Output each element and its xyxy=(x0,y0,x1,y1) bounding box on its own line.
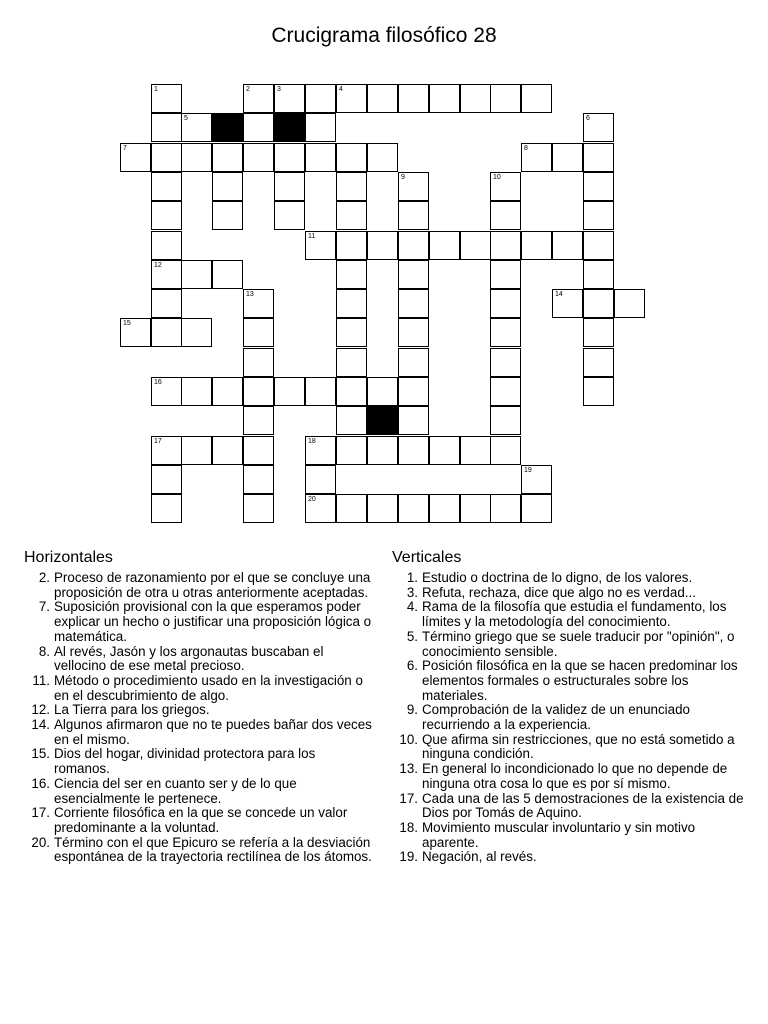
grid-cell[interactable] xyxy=(305,377,336,406)
grid-cell[interactable] xyxy=(336,289,367,318)
grid-cell[interactable] xyxy=(181,113,212,142)
grid-cell[interactable] xyxy=(151,143,182,172)
clue-item xyxy=(392,733,744,762)
clue-number-label: 15. xyxy=(31,746,50,762)
grid-cell[interactable] xyxy=(583,172,614,201)
grid-cell[interactable] xyxy=(460,494,491,523)
clue-number: 6 xyxy=(586,115,590,122)
clue-number: 5 xyxy=(184,115,188,122)
clue-text: Proceso de razonamiento por el que se concluye una proposición de otra u otras anteriormente aceptadas. xyxy=(54,570,371,600)
grid-cell[interactable] xyxy=(305,84,336,113)
grid-cell[interactable] xyxy=(490,377,521,406)
grid-cell[interactable] xyxy=(151,260,182,289)
clue-text: Término con el que Epicuro se refería a la desviación espontánea de la trayectoria rectilínea de los átomos. xyxy=(54,834,372,865)
grid-cell[interactable] xyxy=(243,143,274,172)
grid-cell[interactable] xyxy=(243,84,274,113)
clue-text: Cada una de las 5 demostraciones de la existencia de Dios por Tomás de Aquino. xyxy=(422,790,744,821)
clue-item xyxy=(24,703,372,718)
grid-cell[interactable] xyxy=(120,318,151,347)
grid-cell[interactable] xyxy=(429,436,460,465)
grid-cell[interactable] xyxy=(274,377,305,406)
grid-cell[interactable] xyxy=(398,406,429,435)
grid-cell[interactable] xyxy=(243,289,274,318)
clue-item xyxy=(24,836,372,865)
grid-cell[interactable] xyxy=(521,231,552,260)
clue-number: 9 xyxy=(401,174,405,181)
clue-item xyxy=(24,645,372,674)
grid-cell[interactable] xyxy=(398,318,429,347)
grid-cell[interactable] xyxy=(398,289,429,318)
grid-cell[interactable] xyxy=(429,494,460,523)
grid-cell[interactable] xyxy=(212,143,243,172)
grid-cell[interactable] xyxy=(398,436,429,465)
across-heading: Horizontales xyxy=(24,549,113,566)
grid-cell[interactable] xyxy=(151,231,182,260)
grid-cell[interactable] xyxy=(490,231,521,260)
clue-number-label: 17. xyxy=(31,805,50,821)
clue-number-label: 20. xyxy=(31,834,50,850)
clue-number: 14 xyxy=(555,291,563,298)
clue-text: Que afirma sin restricciones, que no está sometido a ninguna condición. xyxy=(422,731,735,762)
grid-cell[interactable] xyxy=(460,231,491,260)
clue-text: Término griego que se suele traducir por "opinión", o conocimiento sensible. xyxy=(422,628,735,659)
clue-item xyxy=(392,659,744,703)
grid-cell[interactable] xyxy=(243,113,274,142)
grid-cell[interactable] xyxy=(490,201,521,230)
black-cell xyxy=(212,113,243,142)
grid-cell[interactable] xyxy=(460,436,491,465)
grid-cell[interactable] xyxy=(336,318,367,347)
clue-item xyxy=(24,747,372,776)
grid-cell[interactable] xyxy=(274,84,305,113)
clue-text: Refuta, rechaza, dice que algo no es verdad... xyxy=(422,584,696,600)
grid-cell[interactable] xyxy=(212,201,243,230)
grid-cell[interactable] xyxy=(490,84,521,113)
clue-text: Ciencia del ser en cuanto ser y de lo que esencialmente le pertenece. xyxy=(54,775,297,806)
grid-cell[interactable] xyxy=(151,436,182,465)
grid-cell[interactable] xyxy=(490,406,521,435)
grid-cell[interactable] xyxy=(336,231,367,260)
grid-cell[interactable] xyxy=(336,143,367,172)
grid-cell[interactable] xyxy=(336,494,367,523)
clue-number-label: 13. xyxy=(399,761,418,777)
clue-number-label: 9. xyxy=(406,702,418,718)
grid-cell[interactable] xyxy=(243,318,274,347)
grid-cell[interactable] xyxy=(367,84,398,113)
grid-cell[interactable] xyxy=(429,84,460,113)
grid-cell[interactable] xyxy=(305,113,336,142)
grid-cell[interactable] xyxy=(243,377,274,406)
grid-cell[interactable] xyxy=(583,143,614,172)
grid-cell[interactable] xyxy=(212,436,243,465)
grid-cell[interactable] xyxy=(583,201,614,230)
clue-item xyxy=(392,762,744,791)
grid-cell[interactable] xyxy=(552,231,583,260)
black-cell xyxy=(367,406,398,435)
clue-number-label: 12. xyxy=(31,702,50,718)
grid-cell[interactable] xyxy=(151,494,182,523)
clue-item xyxy=(392,821,744,850)
grid-cell[interactable] xyxy=(490,289,521,318)
grid-cell[interactable] xyxy=(151,465,182,494)
clue-item xyxy=(392,600,744,629)
grid-cell[interactable] xyxy=(367,231,398,260)
down-clue-list xyxy=(392,571,744,865)
grid-cell[interactable] xyxy=(521,494,552,523)
clue-number-label: 8. xyxy=(38,643,50,659)
grid-cell[interactable] xyxy=(490,172,521,201)
grid-cell[interactable] xyxy=(398,260,429,289)
grid-cell[interactable] xyxy=(398,172,429,201)
grid-cell[interactable] xyxy=(490,494,521,523)
grid-cell[interactable] xyxy=(398,231,429,260)
clue-text: Suposición provisional con la que esperamos poder explicar un hecho o justificar una proposición lógica o matemática. xyxy=(54,599,372,644)
grid-cell[interactable] xyxy=(305,231,336,260)
grid-cell[interactable] xyxy=(336,436,367,465)
clue-number: 15 xyxy=(123,320,131,327)
clue-text: Dios del hogar, divinidad protectora para los romanos. xyxy=(54,746,316,777)
clue-item xyxy=(392,850,744,865)
grid-cell[interactable] xyxy=(151,84,182,113)
grid-cell[interactable] xyxy=(151,318,182,347)
clue-number-label: 19. xyxy=(399,849,418,865)
down-clues-section xyxy=(392,549,744,865)
clue-text: Comprobación de la validez de un enunciado recurriendo a la experiencia. xyxy=(422,702,690,733)
grid-cell[interactable] xyxy=(367,494,398,523)
grid-cell[interactable] xyxy=(614,289,645,318)
clue-item xyxy=(24,571,372,600)
grid-cell[interactable] xyxy=(181,377,212,406)
grid-cell[interactable] xyxy=(336,260,367,289)
clue-text: Corriente filosófica en la que se concede un valor predominante a la voluntad. xyxy=(54,805,348,835)
grid-cell[interactable] xyxy=(274,172,305,201)
grid-cell[interactable] xyxy=(336,348,367,377)
grid-cell[interactable] xyxy=(521,465,552,494)
grid-cell[interactable] xyxy=(490,436,521,465)
clue-number-label: 4. xyxy=(406,599,418,615)
clue-text: Al revés, Jasón y los argonautas buscaban el vellocino de ese metal precioso. xyxy=(54,643,324,674)
grid-cell[interactable] xyxy=(151,172,182,201)
grid-cell[interactable] xyxy=(583,260,614,289)
clue-text: Movimiento muscular involuntario y sin motivo aparente. xyxy=(422,819,696,850)
grid-cell[interactable] xyxy=(243,406,274,435)
clue-text: Algunos afirmaron que no te puedes bañar dos veces en el mismo. xyxy=(54,717,372,747)
clue-number: 10 xyxy=(493,174,501,181)
clue-number: 19 xyxy=(524,467,532,474)
grid-cell[interactable] xyxy=(181,143,212,172)
grid-cell[interactable] xyxy=(583,113,614,142)
grid-cell[interactable] xyxy=(181,318,212,347)
grid-cell[interactable] xyxy=(398,84,429,113)
clue-text: La Tierra para los griegos. xyxy=(54,702,210,718)
clue-number: 11 xyxy=(308,233,316,240)
grid-cell[interactable] xyxy=(336,201,367,230)
clue-number: 3 xyxy=(277,86,281,93)
clue-item xyxy=(24,674,372,703)
clue-number: 17 xyxy=(154,438,162,445)
grid-cell[interactable] xyxy=(336,406,367,435)
clue-number: 13 xyxy=(246,291,254,298)
clue-item xyxy=(24,806,372,835)
grid-cell[interactable] xyxy=(151,377,182,406)
clue-text: Método o procedimiento usado en la investigación o en el descubrimiento de algo. xyxy=(54,672,363,703)
grid-cell[interactable] xyxy=(336,377,367,406)
grid-cell[interactable] xyxy=(305,436,336,465)
clue-number-label: 6. xyxy=(406,658,418,674)
grid-cell[interactable] xyxy=(583,289,614,318)
clue-item xyxy=(24,718,372,747)
grid-cell[interactable] xyxy=(552,289,583,318)
grid-cell[interactable] xyxy=(305,143,336,172)
clue-item xyxy=(392,586,744,601)
clue-number: 1 xyxy=(154,86,158,93)
clue-number: 4 xyxy=(339,86,343,93)
clue-number-label: 11. xyxy=(32,672,50,688)
clue-number-label: 17. xyxy=(399,790,418,806)
grid-cell[interactable] xyxy=(521,143,552,172)
grid-cell[interactable] xyxy=(460,84,491,113)
page-title: Crucigrama filosófico 28 xyxy=(271,24,497,47)
clue-text: Posición filosófica en la que se hacen predominar los elementos formales o estructurales sobre los materiales. xyxy=(422,658,738,703)
grid-cell[interactable] xyxy=(212,260,243,289)
across-clue-list xyxy=(24,571,372,865)
grid-cell[interactable] xyxy=(490,260,521,289)
clue-number-label: 16. xyxy=(31,775,50,791)
grid-cell[interactable] xyxy=(398,377,429,406)
grid-cell[interactable] xyxy=(583,348,614,377)
down-heading: Verticales xyxy=(392,549,462,566)
grid-cell[interactable] xyxy=(429,231,460,260)
grid-cell[interactable] xyxy=(490,318,521,347)
grid-cell[interactable] xyxy=(398,201,429,230)
grid-cell[interactable] xyxy=(490,348,521,377)
clue-number: 18 xyxy=(308,438,316,445)
grid-cell[interactable] xyxy=(120,143,151,172)
clue-text: Estudio o doctrina de lo digno, de los valores. xyxy=(422,570,693,585)
clue-number: 16 xyxy=(154,379,162,386)
clue-number-label: 14. xyxy=(31,717,50,733)
clue-item xyxy=(24,777,372,806)
grid-cell[interactable] xyxy=(151,201,182,230)
clue-number-label: 3. xyxy=(406,584,418,600)
grid-cell[interactable] xyxy=(367,436,398,465)
clue-number-label: 5. xyxy=(406,628,418,644)
grid-cell[interactable] xyxy=(367,377,398,406)
clue-number: 12 xyxy=(154,262,162,269)
grid-cell[interactable] xyxy=(151,113,182,142)
grid-cell[interactable] xyxy=(212,377,243,406)
clue-item xyxy=(24,600,372,644)
grid-cell[interactable] xyxy=(243,494,274,523)
grid-cell[interactable] xyxy=(336,84,367,113)
clue-item xyxy=(392,630,744,659)
clue-item xyxy=(392,792,744,821)
clue-number-label: 18. xyxy=(399,819,418,835)
grid-cell[interactable] xyxy=(243,436,274,465)
clue-number-label: 2. xyxy=(38,570,50,585)
black-cell xyxy=(274,113,305,142)
clue-number-label: 1. xyxy=(406,570,418,585)
grid-cell[interactable] xyxy=(583,318,614,347)
grid-cell[interactable] xyxy=(181,436,212,465)
clue-text: Rama de la filosofía que estudia el fundamento, los límites y la metodología del conocimiento. xyxy=(422,599,727,630)
grid-cell[interactable] xyxy=(367,143,398,172)
clue-number: 7 xyxy=(123,145,127,152)
grid-cell[interactable] xyxy=(274,201,305,230)
grid-cell[interactable] xyxy=(552,143,583,172)
grid-cell[interactable] xyxy=(305,494,336,523)
grid-cell[interactable] xyxy=(274,143,305,172)
grid-cell[interactable] xyxy=(151,289,182,318)
clue-number: 8 xyxy=(524,145,528,152)
clue-item xyxy=(392,571,744,586)
clue-number-label: 7. xyxy=(38,599,50,615)
grid-cell[interactable] xyxy=(398,494,429,523)
grid-cell[interactable] xyxy=(398,348,429,377)
clue-text: Negación, al revés. xyxy=(422,849,537,865)
grid-cell[interactable] xyxy=(181,260,212,289)
grid-cell[interactable] xyxy=(336,172,367,201)
grid-cell[interactable] xyxy=(305,465,336,494)
clue-number: 20 xyxy=(308,496,316,503)
clue-text: En general lo incondicionado lo que no depende de ninguna otra cosa lo que es por sí mismo. xyxy=(422,761,728,791)
grid-cell[interactable] xyxy=(212,172,243,201)
grid-cell[interactable] xyxy=(243,465,274,494)
grid-cell[interactable] xyxy=(583,231,614,260)
clue-number-label: 10. xyxy=(399,731,418,747)
grid-cell[interactable] xyxy=(243,348,274,377)
clue-item xyxy=(392,703,744,732)
across-clues-section xyxy=(24,549,372,865)
clue-number: 2 xyxy=(246,86,250,93)
grid-cell[interactable] xyxy=(583,377,614,406)
grid-cell[interactable] xyxy=(521,84,552,113)
